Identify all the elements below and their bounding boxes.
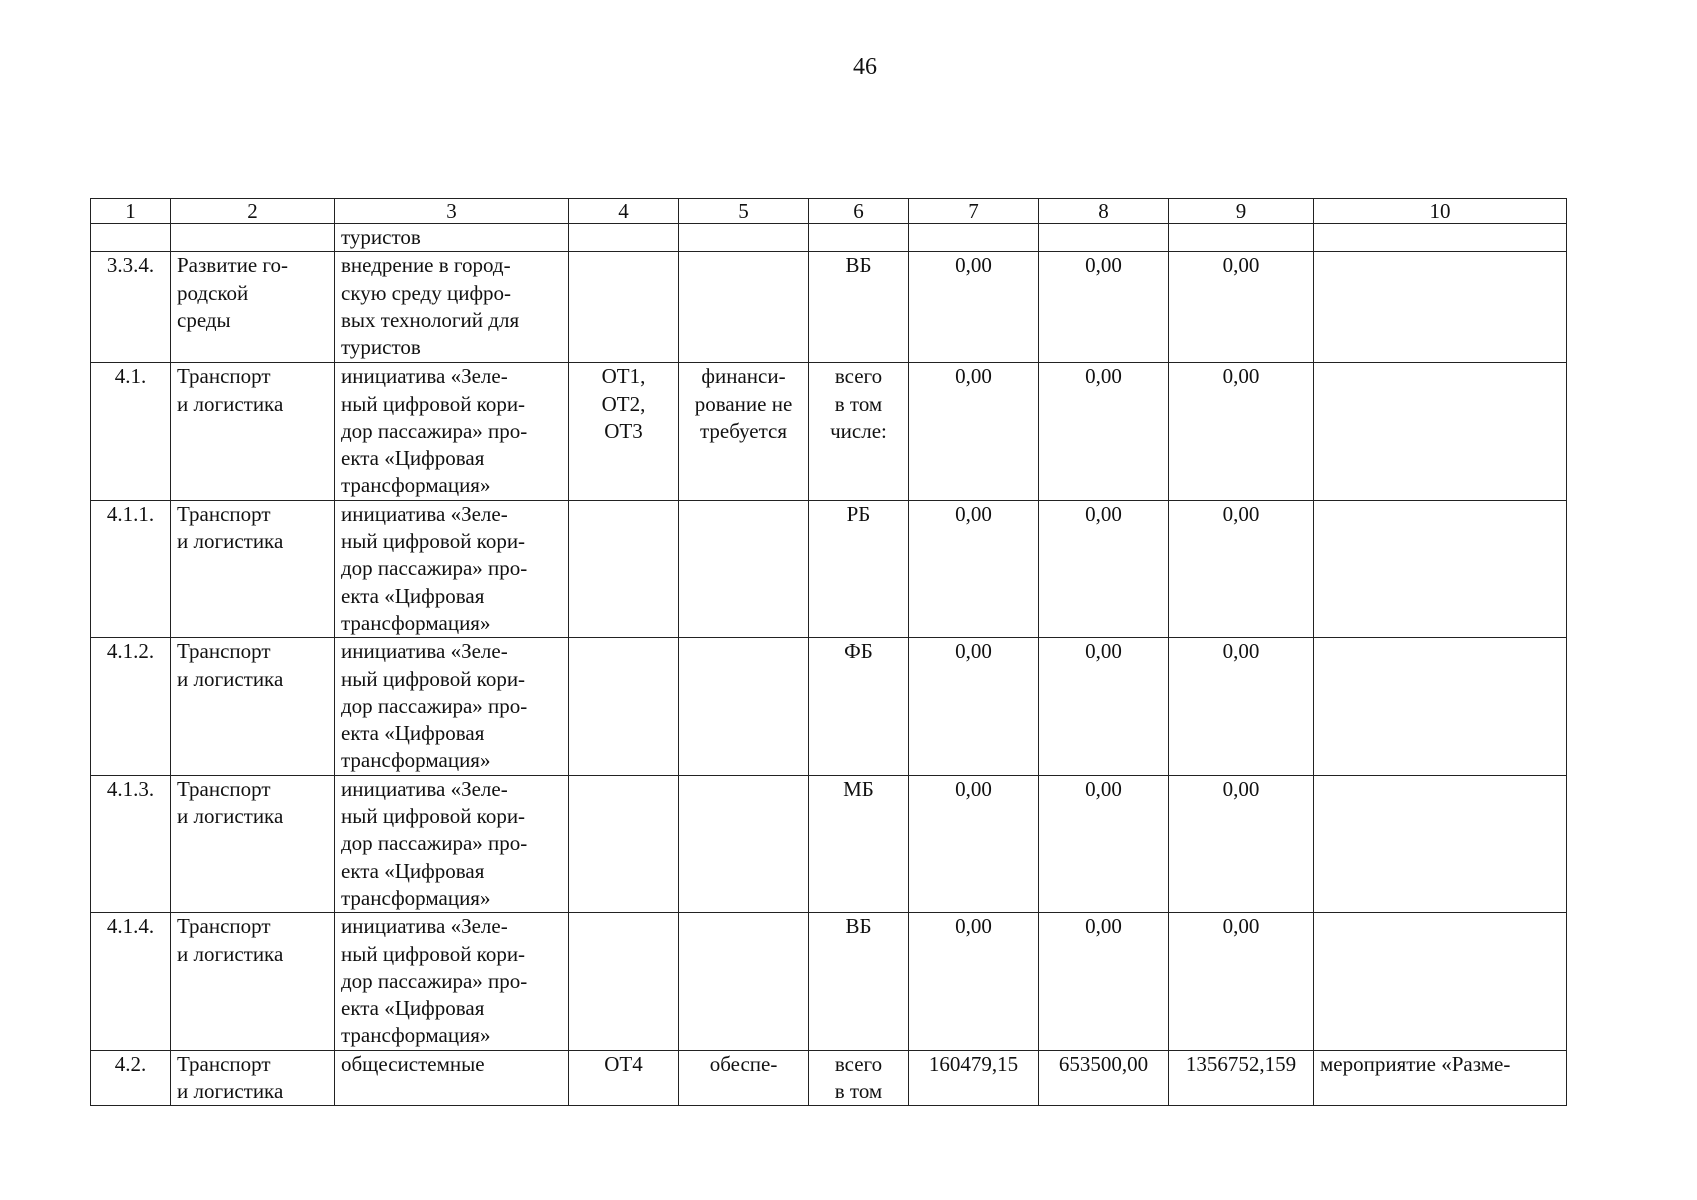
area-cell: Транспорт и логистика xyxy=(171,638,335,775)
source-cell: ФБ xyxy=(809,638,909,775)
area-cell xyxy=(171,224,335,252)
source-cell: всего в том xyxy=(809,1050,909,1106)
table-row xyxy=(91,224,1567,252)
value-col7-cell xyxy=(909,224,1039,252)
target-cell xyxy=(569,913,679,1050)
target-cell xyxy=(569,638,679,775)
value-col7-cell: 0,00 xyxy=(909,252,1039,363)
value-col8-cell: 0,00 xyxy=(1039,252,1169,363)
column-header-9: 9 xyxy=(1169,199,1314,224)
value-col9-cell: 0,00 xyxy=(1169,638,1314,775)
source-cell: ВБ xyxy=(809,252,909,363)
initiative-cell: инициатива «Зеле- ный цифровой кори- дор пассажира» про- екта «Цифровая трансформация» xyxy=(335,775,569,912)
note-cell xyxy=(1314,913,1567,1050)
table-row xyxy=(91,913,1567,1050)
area-cell: Транспорт и логистика xyxy=(171,913,335,1050)
financing-cell xyxy=(679,913,809,1050)
value-col7-cell: 0,00 xyxy=(909,638,1039,775)
source-cell: РБ xyxy=(809,500,909,637)
initiative-cell: туристов xyxy=(335,224,569,252)
column-header-8: 8 xyxy=(1039,199,1169,224)
value-col8-cell: 0,00 xyxy=(1039,500,1169,637)
table-row xyxy=(91,775,1567,912)
note-cell xyxy=(1314,224,1567,252)
financing-cell xyxy=(679,775,809,912)
value-col8-cell: 0,00 xyxy=(1039,775,1169,912)
note-cell xyxy=(1314,252,1567,363)
area-cell: Транспорт и логистика xyxy=(171,363,335,500)
target-cell: ОТ1, ОТ2, ОТ3 xyxy=(569,363,679,500)
column-header-1: 1 xyxy=(91,199,171,224)
financing-cell xyxy=(679,500,809,637)
financing-cell: обеспе- xyxy=(679,1050,809,1106)
initiative-cell: инициатива «Зеле- ный цифровой кори- дор пассажира» про- екта «Цифровая трансформация» xyxy=(335,913,569,1050)
value-col7-cell: 0,00 xyxy=(909,363,1039,500)
value-col8-cell xyxy=(1039,224,1169,252)
header-row xyxy=(91,199,1567,224)
target-cell: ОТ4 xyxy=(569,1050,679,1106)
target-cell xyxy=(569,500,679,637)
value-col9-cell: 1356752,159 xyxy=(1169,1050,1314,1106)
note-cell xyxy=(1314,638,1567,775)
note-cell xyxy=(1314,775,1567,912)
table-row xyxy=(91,500,1567,637)
row-id-cell: 4.1.4. xyxy=(91,913,171,1050)
source-cell: всего в том числе: xyxy=(809,363,909,500)
column-header-4: 4 xyxy=(569,199,679,224)
row-id-cell: 4.1.1. xyxy=(91,500,171,637)
column-header-3: 3 xyxy=(335,199,569,224)
note-cell xyxy=(1314,363,1567,500)
table-row xyxy=(91,1050,1567,1106)
value-col8-cell: 0,00 xyxy=(1039,363,1169,500)
area-cell: Развитие го- родской среды xyxy=(171,252,335,363)
financing-table xyxy=(90,198,1567,1106)
value-col9-cell: 0,00 xyxy=(1169,363,1314,500)
page-number: 46 xyxy=(853,54,877,80)
table-row xyxy=(91,363,1567,500)
value-col9-cell: 0,00 xyxy=(1169,252,1314,363)
table-body xyxy=(91,224,1567,1106)
column-header-6: 6 xyxy=(809,199,909,224)
note-cell xyxy=(1314,500,1567,637)
value-col9-cell: 0,00 xyxy=(1169,913,1314,1050)
value-col8-cell: 653500,00 xyxy=(1039,1050,1169,1106)
financing-cell: финанси- рование не требуется xyxy=(679,363,809,500)
row-id-cell: 4.1.3. xyxy=(91,775,171,912)
row-id-cell: 4.1. xyxy=(91,363,171,500)
row-id-cell: 4.1.2. xyxy=(91,638,171,775)
initiative-cell: инициатива «Зеле- ный цифровой кори- дор пассажира» про- екта «Цифровая трансформация» xyxy=(335,638,569,775)
initiative-cell: инициатива «Зеле- ный цифровой кори- дор пассажира» про- екта «Цифровая трансформация» xyxy=(335,363,569,500)
value-col9-cell: 0,00 xyxy=(1169,775,1314,912)
value-col7-cell: 0,00 xyxy=(909,913,1039,1050)
value-col8-cell: 0,00 xyxy=(1039,638,1169,775)
column-header-5: 5 xyxy=(679,199,809,224)
area-cell: Транспорт и логистика xyxy=(171,775,335,912)
target-cell xyxy=(569,252,679,363)
target-cell xyxy=(569,775,679,912)
table-row xyxy=(91,638,1567,775)
source-cell: ВБ xyxy=(809,913,909,1050)
area-cell: Транспорт и логистика xyxy=(171,500,335,637)
row-id-cell: 4.2. xyxy=(91,1050,171,1106)
column-header-7: 7 xyxy=(909,199,1039,224)
value-col9-cell: 0,00 xyxy=(1169,500,1314,637)
initiative-cell: общесистемные xyxy=(335,1050,569,1106)
column-header-10: 10 xyxy=(1314,199,1567,224)
source-cell xyxy=(809,224,909,252)
value-col7-cell: 0,00 xyxy=(909,500,1039,637)
area-cell: Транспорт и логистика xyxy=(171,1050,335,1106)
value-col7-cell: 0,00 xyxy=(909,775,1039,912)
target-cell xyxy=(569,224,679,252)
value-col9-cell xyxy=(1169,224,1314,252)
initiative-cell: внедрение в город- скую среду цифро- вых технологий для туристов xyxy=(335,252,569,363)
financing-cell xyxy=(679,638,809,775)
table-row xyxy=(91,252,1567,363)
row-id-cell: 3.3.4. xyxy=(91,252,171,363)
value-col7-cell: 160479,15 xyxy=(909,1050,1039,1106)
row-id-cell xyxy=(91,224,171,252)
financing-cell xyxy=(679,252,809,363)
column-header-2: 2 xyxy=(171,199,335,224)
note-cell: мероприятие «Разме- xyxy=(1314,1050,1567,1106)
financing-cell xyxy=(679,224,809,252)
source-cell: МБ xyxy=(809,775,909,912)
initiative-cell: инициатива «Зеле- ный цифровой кори- дор пассажира» про- екта «Цифровая трансформация» xyxy=(335,500,569,637)
value-col8-cell: 0,00 xyxy=(1039,913,1169,1050)
